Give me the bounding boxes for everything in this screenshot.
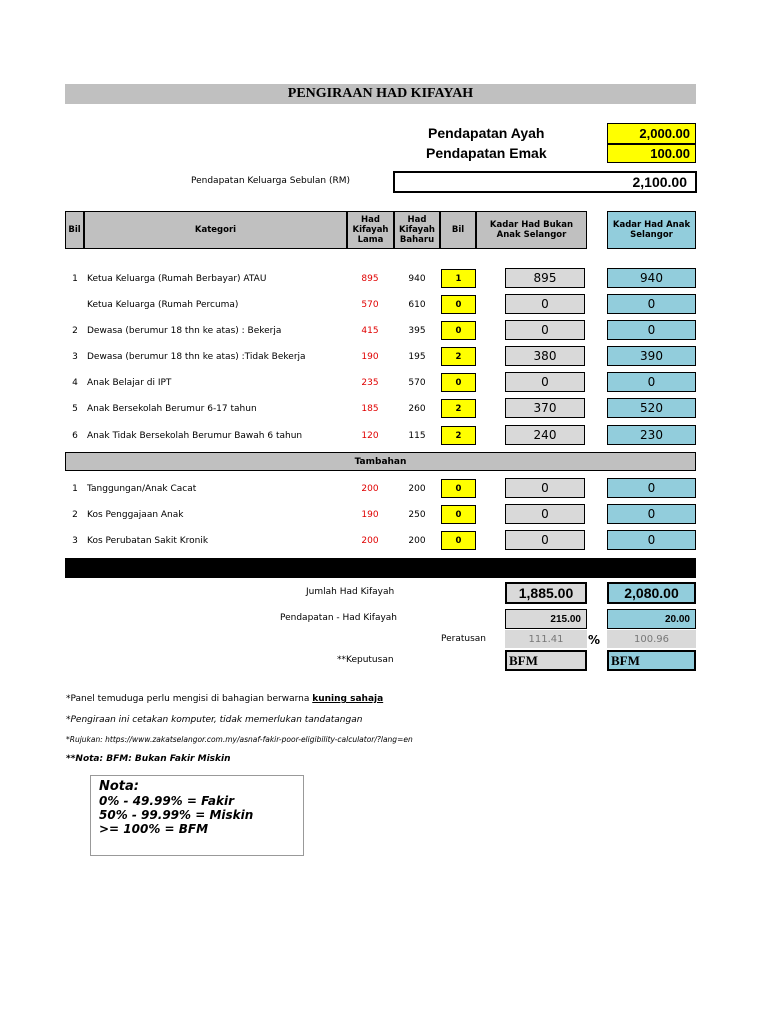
row-had-lama: 185 [361,404,379,414]
panel-note [66,694,383,704]
row-kadar-anak: 940 [607,268,696,288]
row-category-label: Kos Penggajaan Anak [87,510,184,520]
percent-sign: % [588,633,601,647]
row-bil-input[interactable]: 0 [441,373,476,392]
keputusan-anak: BFM [607,650,696,671]
row-bil-input[interactable]: 0 [441,505,476,524]
nota-title: Nota: [99,779,139,794]
mother-income-label: Pendapatan Emak [426,145,547,161]
header-bil: Bil [65,211,84,249]
nota-line-bfm: >= 100% = BFM [99,822,209,836]
row-had-lama: 235 [361,378,379,388]
row-kadar-bukan-anak: 0 [505,504,585,524]
tambahan-header: Tambahan [65,452,696,471]
row-kadar-bukan-anak: 895 [505,268,585,288]
row-bil-input[interactable]: 0 [441,479,476,498]
row-kadar-bukan-anak: 0 [505,320,585,340]
row-category-label: Anak Bersekolah Berumur 6-17 tahun [87,404,257,414]
row-kadar-anak: 390 [607,346,696,366]
peratusan-anak: 100.96 [607,630,696,648]
row-had-baharu: 940 [408,274,426,284]
rujukan-note: *Rujukan: https://www.zakatselangor.com.my/asnaf-fakir-poor-eligibility-calculator/?lang=en [66,735,413,744]
row-number: 1 [72,484,78,494]
panel-note-emphasis: kuning sahaja [312,694,384,704]
row-category-label: Dewasa (berumur 18 thn ke atas) :Tidak Bekerja [87,352,306,362]
panel-note-prefix: *Panel temuduga perlu mengisi di bahagian berwarna [66,694,313,704]
row-bil-input[interactable]: 2 [441,399,476,418]
row-had-lama: 200 [361,536,379,546]
row-number: 2 [72,326,78,336]
row-had-baharu: 395 [408,326,426,336]
row-category-label: Tanggungan/Anak Cacat [87,484,197,494]
row-kadar-bukan-anak: 0 [505,530,585,550]
row-kadar-anak: 230 [607,425,696,445]
row-number: 5 [72,404,78,414]
row-kadar-bukan-anak: 370 [505,398,585,418]
row-had-lama: 120 [361,431,379,441]
nota-box [90,775,304,856]
row-had-baharu: 610 [408,300,426,310]
row-number: 3 [72,536,78,546]
header-kadar-anak: Kadar Had Anak Selangor [607,211,696,249]
row-had-lama: 190 [361,510,379,520]
row-category-label: Anak Tidak Bersekolah Berumur Bawah 6 tahun [87,431,303,441]
row-had-lama: 895 [361,274,379,284]
row-category-label: Ketua Keluarga (Rumah Percuma) [87,300,239,310]
peratusan-bukan-anak: 111.41 [505,630,587,648]
row-number: 6 [72,431,78,441]
mother-income-field[interactable]: 100.00 [607,144,696,163]
row-bil-input[interactable]: 1 [441,269,476,288]
row-number: 3 [72,352,78,362]
father-income-label: Pendapatan Ayah [428,125,545,141]
keputusan-label: **Keputusan [337,655,394,665]
family-income-label: Pendapatan Keluarga Sebulan (RM) [191,176,351,186]
row-had-baharu: 250 [408,510,426,520]
row-kadar-anak: 520 [607,398,696,418]
keputusan-bukan-anak: BFM [505,650,587,671]
row-had-baharu: 260 [408,404,426,414]
row-bil-input[interactable]: 0 [441,531,476,550]
row-category-label: Kos Perubatan Sakit Kronik [87,536,209,546]
row-had-lama: 415 [361,326,379,336]
page-title: PENGIRAAN HAD KIFAYAH [65,84,696,104]
row-kadar-bukan-anak: 240 [505,425,585,445]
row-had-lama: 570 [361,300,379,310]
row-had-baharu: 200 [408,484,426,494]
row-had-lama: 190 [361,352,379,362]
row-had-baharu: 570 [408,378,426,388]
row-kadar-anak: 0 [607,320,696,340]
row-kadar-bukan-anak: 380 [505,346,585,366]
family-income-total: 2,100.00 [393,171,697,193]
computer-note: *Pengiraan ini cetakan komputer, tidak memerlukan tandatangan [66,715,363,725]
row-kadar-bukan-anak: 0 [505,478,585,498]
jumlah-bukan-anak: 1,885.00 [505,582,587,604]
header-kategori: Kategori [84,211,347,249]
row-bil-input[interactable]: 0 [441,295,476,314]
header-bil-count: Bil [440,211,476,249]
row-kadar-anak: 0 [607,294,696,314]
father-income-field[interactable]: 2,000.00 [607,123,696,144]
row-category-label: Anak Belajar di IPT [87,378,172,388]
separator-bar [65,558,696,578]
beza-bukan-anak: 215.00 [505,609,587,629]
row-had-lama: 200 [361,484,379,494]
beza-anak: 20.00 [607,609,696,629]
header-had-baharu: Had Kifayah Baharu [394,211,440,249]
row-kadar-anak: 0 [607,478,696,498]
jumlah-anak: 2,080.00 [607,582,696,604]
bfm-note: **Nota: BFM: Bukan Fakir Miskin [66,754,231,764]
beza-label: Pendapatan - Had Kifayah [280,613,398,623]
row-number: 4 [72,378,78,388]
row-category-label: Dewasa (berumur 18 thn ke atas) : Bekerja [87,326,282,336]
row-had-baharu: 115 [408,431,426,441]
row-number: 1 [72,274,78,284]
row-kadar-bukan-anak: 0 [505,294,585,314]
nota-line-fakir: 0% - 49.99% = Fakir [99,794,235,808]
row-had-baharu: 200 [408,536,426,546]
row-had-baharu: 195 [408,352,426,362]
header-kadar-bukan-anak: Kadar Had Bukan Anak Selangor [476,211,587,249]
jumlah-label: Jumlah Had Kifayah [306,587,395,597]
nota-line-miskin: 50% - 99.99% = Miskin [99,808,254,822]
row-number: 2 [72,510,78,520]
row-bil-input[interactable]: 0 [441,321,476,340]
row-bil-input[interactable]: 2 [441,347,476,366]
row-category-label: Ketua Keluarga (Rumah Berbayar) ATAU [87,274,267,284]
row-kadar-anak: 0 [607,530,696,550]
row-kadar-bukan-anak: 0 [505,372,585,392]
row-kadar-anak: 0 [607,504,696,524]
peratusan-label: Peratusan [441,634,486,644]
header-had-lama: Had Kifayah Lama [347,211,394,249]
row-kadar-anak: 0 [607,372,696,392]
row-bil-input[interactable]: 2 [441,426,476,445]
